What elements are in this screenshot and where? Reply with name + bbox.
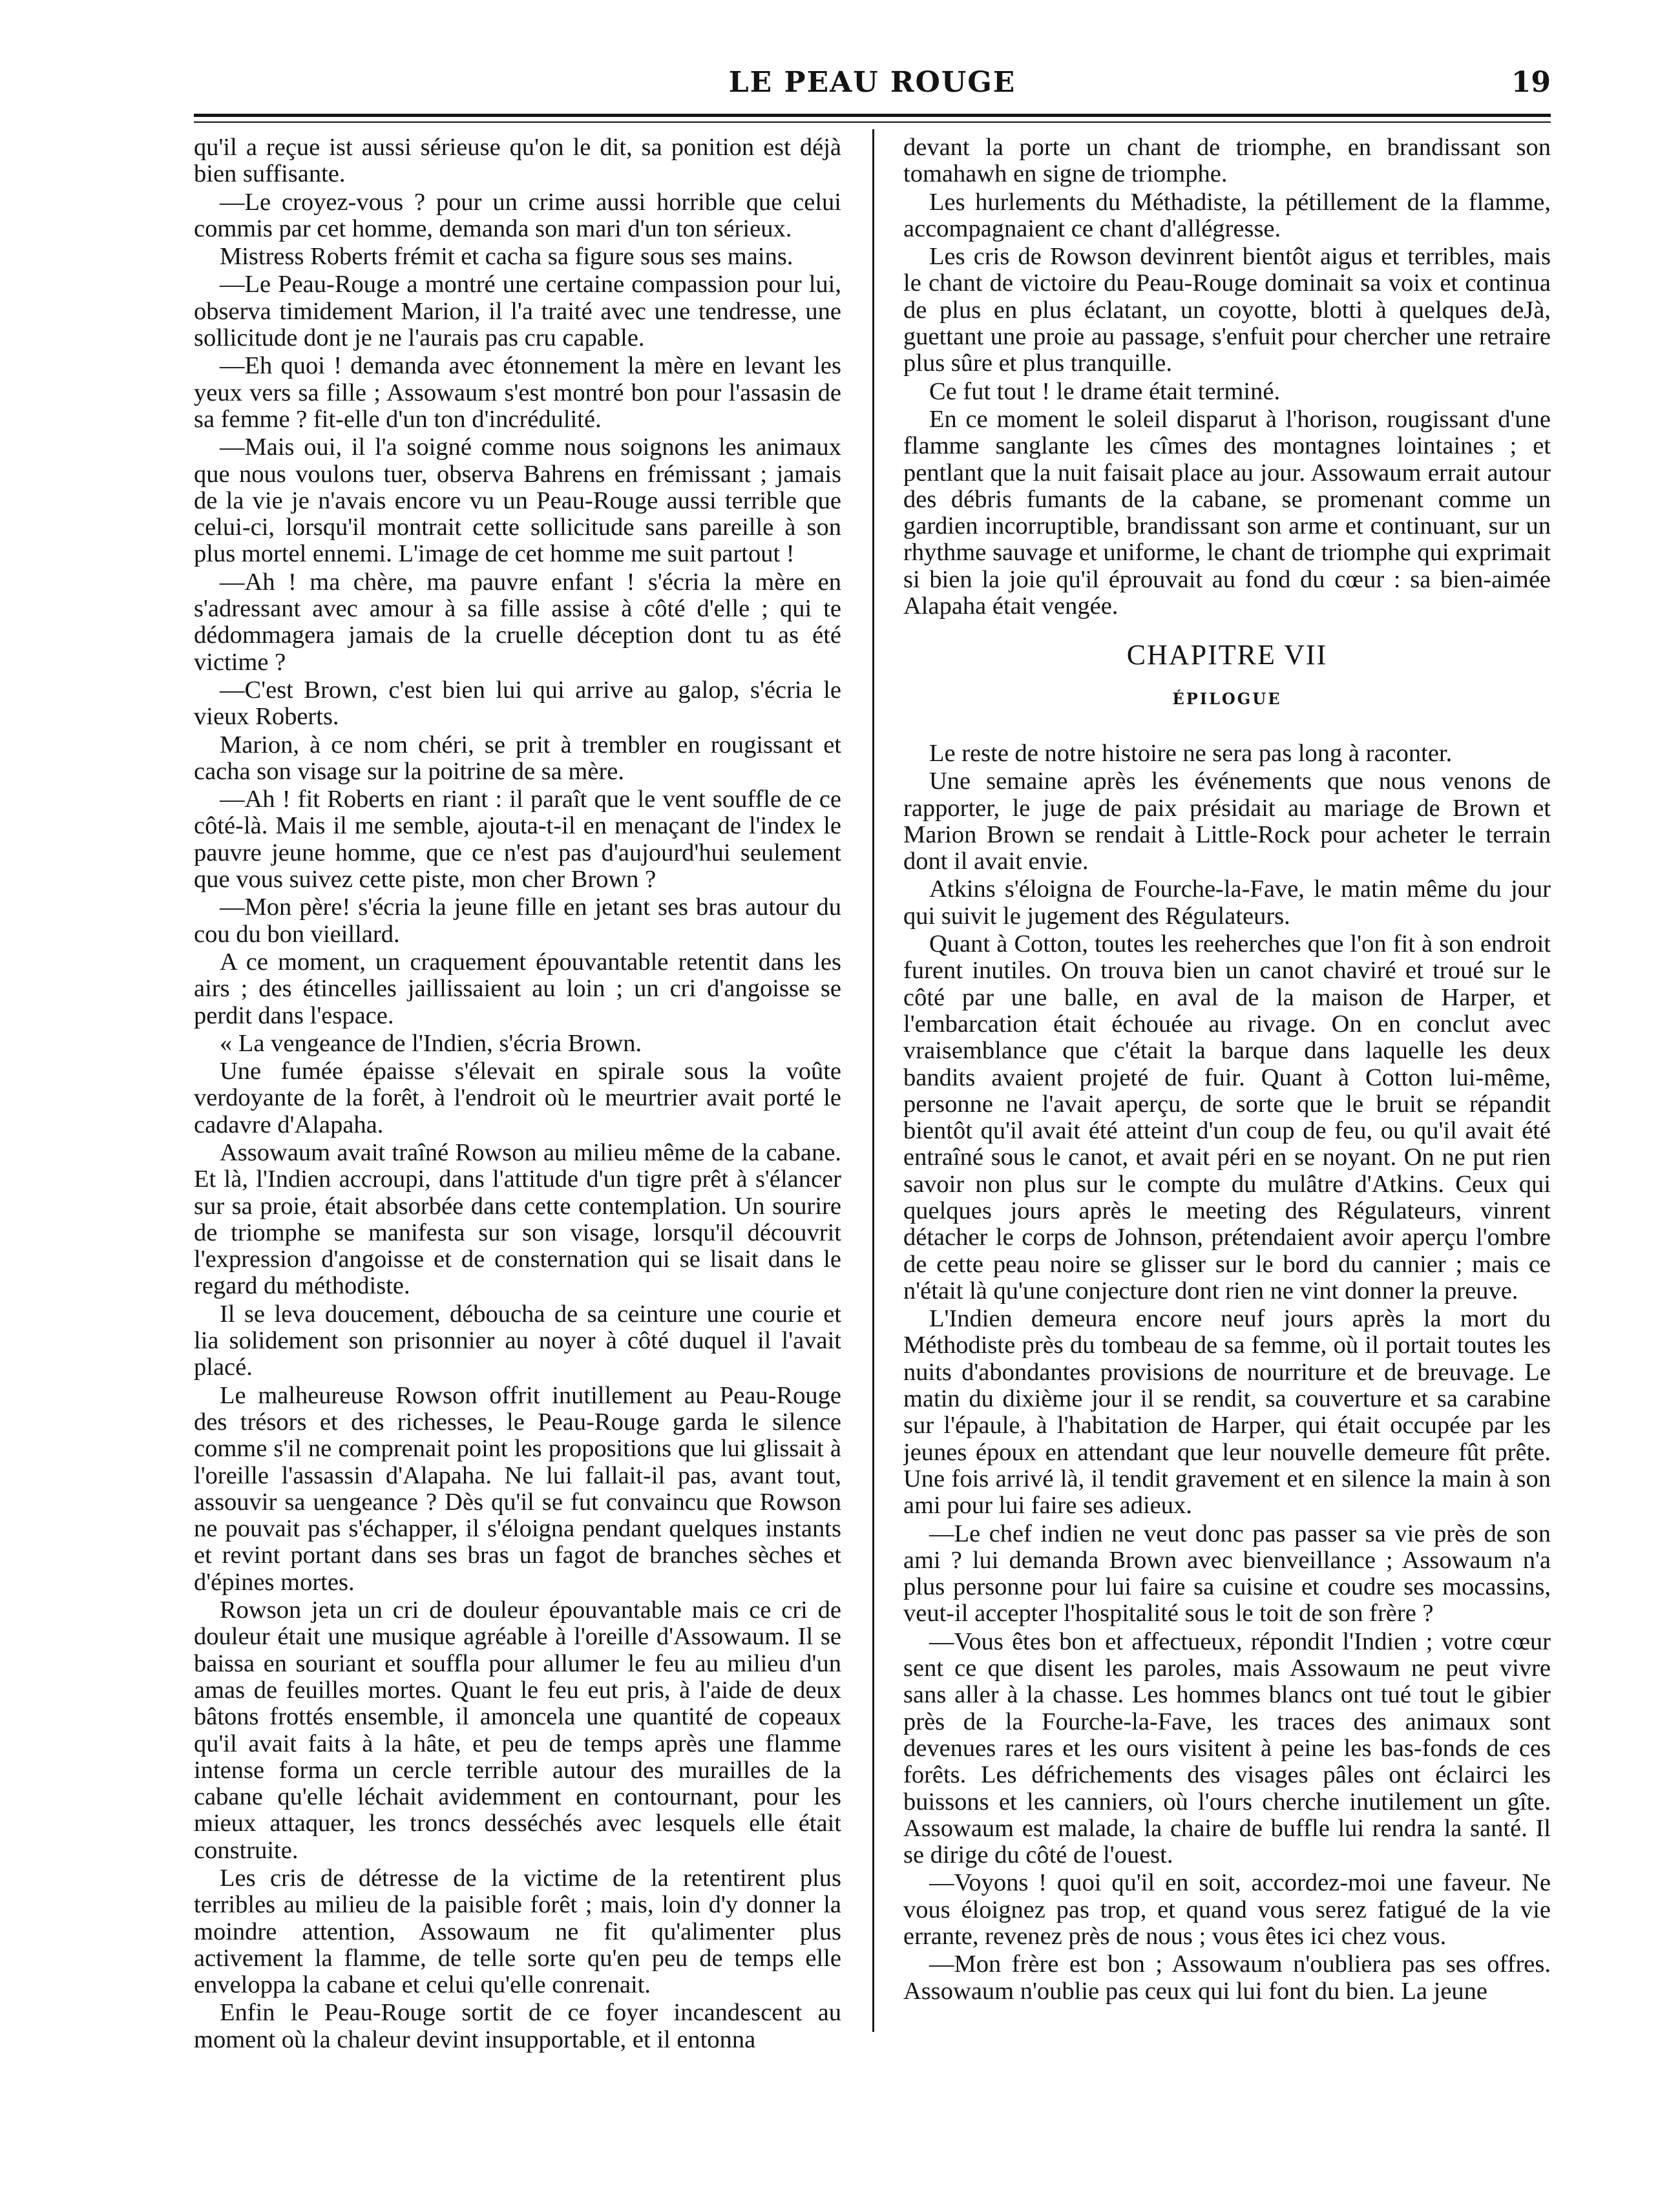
- paragraph: Il se leva doucement, déboucha de sa ceinture une courie et lia solidement son prisonnier au noyer à côté duquel il l'avait placé.: [194, 1300, 841, 1381]
- page-number: 19: [1511, 66, 1551, 99]
- paragraph: —Eh quoi ! demanda avec étonnement la mère en levant les yeux vers sa fille ; Assowaum s'est montré bon pour l'assasin de sa femme ? fit-elle d'un ton d'incrédulité.: [194, 352, 841, 433]
- chapter-subtitle: ÉPILOGUE: [1172, 689, 1282, 708]
- paragraph: —Ah ! ma chère, ma pauvre enfant ! s'écria la mère en s'adressant avec amour à sa fille assise à côté d'elle ; qui te dédommagera jamais de la cruelle déception dont tu as été victime ?: [194, 568, 841, 676]
- paragraph: « La vengeance de l'Indien, s'écria Brown.: [220, 1029, 642, 1057]
- column-divider: [872, 129, 874, 2032]
- paragraph: L'Indien demeura encore neuf jours après la mort du Méthodiste près du tombeau de sa femme, où il portait toutes les nuits d'abondantes provisions de nourriture et de breuvage. Le matin du dixième jour il se rendit, sa couverture et sa carabine sur l'épaule, à l'habitation de Harper, qui était occupée par les jeunes époux en attendant que leur nouvelle demeure fût prête. Une fois arrivé là, il tendit gravement et en silence la main à son ami pour lui faire ses adieux.: [903, 1305, 1551, 1520]
- paragraph: Les cris de détresse de la victime de la retentirent plus terribles au milieu de la paisible forêt ; mais, loin d'y donner la moindre attention, Assowaum ne fit qu'alimenter plus activement la flamme, de telle sorte qu'en peu de temps elle enveloppa la cabane et celui qu'elle conrenait.: [194, 1865, 841, 1999]
- paragraph: —Mais oui, il l'a soigné comme nous soignons les animaux que nous voulons tuer, observa Bahrens en frémissant ; jamais de la vie je n'avais encore vu un Peau-Rouge aussi terrible que celui-ci, lorsqu'il montrait cette sollicitude sans pareille à son plus mortel ennemi. L'image de cet homme me suit partout !: [194, 434, 841, 568]
- paragraph: Ce fut tout ! le drame était terminé.: [929, 377, 1281, 405]
- paragraph: Quant à Cotton, toutes les reeherches que l'on fit à son endroit furent inutiles. On trouva bien un canot chaviré et troué sur le côté par une balle, en aval de la maison de Harper, et l'embarcation était échouée au rivage. On en conclut avec vraisemblance que c'était la barque dans laquelle les deux bandits avaient projeté de fuir. Quant à Cotton lui-même, personne ne l'avait aperçu, de sorte que le bruit se répandit bientôt qu'il avait été atteint d'un coup de feu, ou qu'il avait été entraîné sous le canot, et avait péri en se noyant. On ne put rien savoir non plus sur le compte du mulâtre d'Atkins. Ceux qui quelques jours après le meeting des Régulateurs, vinrent détacher le corps de Johnson, prétendaient avoir aperçu l'ombre de cette peau noire se glisser sur le bord du cannier ; mais ce n'était là qu'une conjecture dont rien ne vint donner la preuve.: [903, 930, 1551, 1304]
- paragraph: —Ah ! fit Roberts en riant : il paraît que le vent souffle de ce côté-là. Mais il me semble, ajouta-t-il en menaçant de l'index le pauvre jeune homme, que ce n'est pas d'aujourd'hui seulement que vous suivez cette piste, mon cher Brown ?: [194, 786, 841, 894]
- paragraph: —Vous êtes bon et affectueux, répondit l'Indien ; votre cœur sent ce que disent les paroles, mais Assowaum ne peut vivre sans aller à la chasse. Les hommes blancs ont tué tout le gibier près de la Fourche-la-Fave, les traces des animaux sont devenues rares et les ours visitent à peine les bas-fonds de ces forêts. Les défrichements des visages pâles ont éclairci les buissons et les canniers, où l'ours cherche inutilement un gîte. Assowaum est malade, la chaire de buffle lui rendra la santé. Il se dirige du côté de l'ouest.: [903, 1627, 1551, 1869]
- paragraph: Le malheureuse Rowson offrit inutillement au Peau-Rouge des trésors et des richesses, le Peau-Rouge garda le silence comme s'il ne comprenait point les propositions que lui glissait à l'oreille l'assassin d'Alapaha. Ne lui fallait-il pas, avant tout, assouvir sa uengeance ? Dès qu'il se fut convaincu que Rowson ne pouvait pas s'échapper, il s'éloigna pendant quelques instants et revint portant dans ses bras un fagot de branches sèches et d'épines mortes.: [194, 1381, 841, 1596]
- paragraph: Une semaine après les événements que nous venons de rapporter, le juge de paix présidait au mariage de Brown et Marion Brown se rendait à Little-Rock pour acheter le terrain dont il avait envie.: [903, 768, 1551, 875]
- paragraph: Le reste de notre histoire ne sera pas long à raconter.: [929, 739, 1453, 767]
- chapter-heading: CHAPITRE VII: [1126, 639, 1328, 671]
- left-column: [194, 134, 841, 2073]
- paragraph: —Le croyez-vous ? pour un crime aussi horrible que celui commis par cet homme, demanda son mari d'un ton sérieux.: [194, 188, 841, 242]
- right-column: [903, 134, 1551, 2073]
- paragraph: Mistress Roberts frémit et cacha sa figure sous ses mains.: [220, 243, 793, 271]
- paragraph: Une fumée épaisse s'élevait en spirale sous la voûte verdoyante de la forêt, à l'endroit où le meurtrier avait porté le cadavre d'Alapaha.: [194, 1058, 841, 1138]
- paragraph: Les hurlements du Méthadiste, la pétillement de la flamme, accompagnaient ce chant d'allégresse.: [903, 188, 1551, 242]
- paragraph: —Le chef indien ne veut donc pas passer sa vie près de son ami ? lui demanda Brown avec bienveillance ; Assowaum n'a plus personne pour lui faire sa cuisine et coudre ses mocassins, veut-il accepter l'hospitalité sous le toit de son frère ?: [903, 1520, 1551, 1627]
- paragraph: Rowson jeta un cri de douleur épouvantable mais ce cri de douleur était une musique agréable à l'oreille d'Assowaum. Il se baissa en souriant et souffla pour allumer le feu au milieu d'un amas de feuilles mortes. Quant le feu eut pris, à l'aide de deux bâtons frottés ensemble, il amoncela une quantité de copeaux qu'il avait faits à la hâte, et peu de temps après une flamme intense forma un cercle terrible autour des murailles de la cabane qu'elle léchait avidemment en contournant, pour les mieux attaquer, les troncs desséchés avec lesquels elle était construite.: [194, 1596, 841, 1864]
- paragraph: —C'est Brown, c'est bien lui qui arrive au galop, s'écria le vieux Roberts.: [194, 676, 841, 731]
- header-rule-thin: [194, 121, 1551, 123]
- paragraph: —Le Peau-Rouge a montré une certaine compassion pour lui, observa timidement Marion, il l'a traité avec une tendresse, une sollicitude dont je ne l'aurais pas cru capable.: [194, 271, 841, 352]
- paragraph: —Mon frère est bon ; Assowaum n'oubliera pas ses offres. Assowaum n'oublie pas ceux qui lui font du bien. La jeune: [903, 1951, 1551, 2005]
- paragraph: —Voyons ! quoi qu'il en soit, accordez-moi une faveur. Ne vous éloignez pas trop, et quand vous serez fatigué de la vie errante, revenez près de nous ; vous êtes ici chez vous.: [903, 1869, 1551, 1950]
- paragraph: En ce moment le soleil disparut à l'horison, rougissant d'une flamme sanglante les cîmes des montagnes lointaines ; et pentlant que la nuit faisait place au jour. Assowaum errait autour des débris fumants de la cabane, se promenant comme un gardien incorruptible, brandissant son arme et continuant, sur un rhythme sauvage et uniforme, le chant de triomphe qui exprimait si bien la joie qu'il éprouvait au fond du cœur : sa bien-aimée Alapaha était vengée.: [903, 405, 1551, 620]
- paragraph: A ce moment, un craquement épouvantable retentit dans les airs ; des étincelles jaillissaient au loin ; un cri d'angoisse se perdit dans l'espace.: [194, 948, 841, 1029]
- paragraph: Assowaum avait traîné Rowson au milieu même de la cabane. Et là, l'Indien accroupi, dans l'attitude d'un tigre prêt à s'élancer sur sa proie, était absorbée dans cette contemplation. Un sourire de triomphe se manifesta sur son visage, lorsqu'il découvrit l'expression d'angoisse et de consternation qui se lisait dans le regard du méthodiste.: [194, 1138, 841, 1300]
- paragraph: Atkins s'éloigna de Fourche-la-Fave, le matin même du jour qui suivit le jugement des Régulateurs.: [903, 875, 1551, 930]
- paragraph: devant la porte un chant de triomphe, en brandissant son tomahawh en signe de triomphe.: [903, 134, 1551, 188]
- paragraph: qu'il a reçue ist aussi sérieuse qu'on le dit, sa ponition est déjà bien suffisante.: [194, 134, 841, 188]
- header-rule-thick: [194, 114, 1551, 117]
- page-header: [194, 63, 1551, 106]
- paragraph: —Mon père! s'écria la jeune fille en jetant ses bras autour du cou du bon vieillard.: [194, 894, 841, 948]
- newspaper-title: LE PEAU ROUGE: [728, 66, 1016, 99]
- paragraph: Les cris de Rowson devinrent bientôt aigus et terribles, mais le chant de victoire du Peau-Rouge dominait sa voix et continua de plus en plus éclatant, un coyotte, blotti à quelques deJà, guettant une proie au passage, s'enfuit pour chercher une retraire plus sûre et plus tranquille.: [903, 243, 1551, 377]
- paragraph: Enfin le Peau-Rouge sortit de ce foyer incandescent au moment où la chaleur devint insupportable, et il entonna: [194, 1999, 841, 2053]
- paragraph: Marion, à ce nom chéri, se prit à trembler en rougissant et cacha son visage sur la poitrine de sa mère.: [194, 731, 841, 785]
